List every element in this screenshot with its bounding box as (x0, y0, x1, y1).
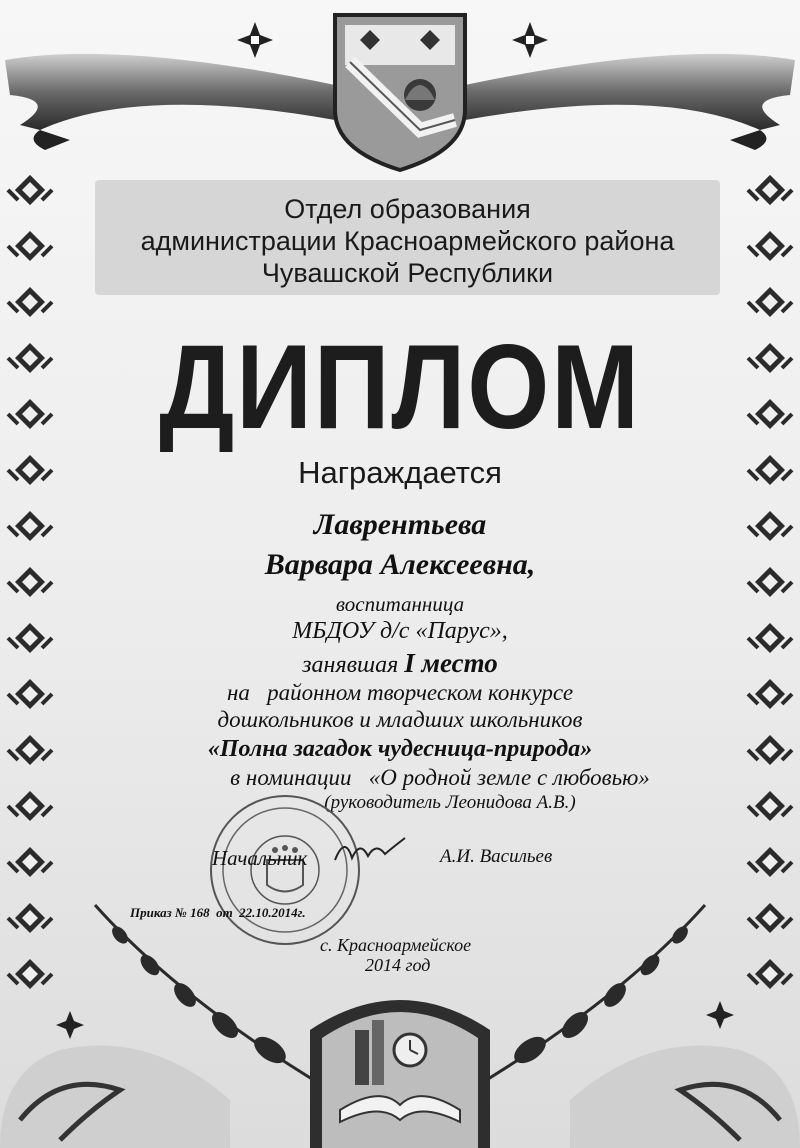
org-line-1: Отдел образования (284, 194, 531, 224)
coat-of-arms-icon (335, 15, 465, 170)
contest-name: «Полна загадок чудесница-природа» (207, 736, 593, 762)
organization-header (95, 180, 720, 295)
recipient-given-names: Варвара Алексеевна, (264, 548, 536, 581)
awarded-label: Награждается (298, 455, 502, 490)
award-place-line (0, 648, 800, 679)
diploma-title: ДИПЛОМ (159, 320, 641, 454)
award-place-prefix: занявшая (302, 652, 399, 678)
signature-title: Начальник (212, 846, 308, 870)
chuvash-star-icon (706, 1001, 734, 1029)
supervisor: (руководитель Леонидова А.В.) (324, 792, 576, 813)
recipient-institution: МБДОУ д/с «Парус», (292, 618, 508, 644)
header-banner (0, 0, 800, 180)
recipient-surname: Лаврентьева (313, 508, 487, 541)
left-ornament-border (0, 170, 60, 1010)
right-ornament-border (740, 170, 800, 1010)
handwritten-signature (330, 830, 410, 870)
issue-city: с. Красноармейское (320, 935, 472, 955)
order-reference: Приказ № 168 от 22.10.2014г. (130, 905, 306, 920)
award-place: I место (404, 648, 498, 678)
bottom-decoration (0, 890, 800, 1148)
contest-line-1: на районном творческом конкурсе (226, 680, 574, 705)
org-line-3: Чувашской Республики (261, 258, 554, 288)
recipient-role: воспитанница (335, 592, 465, 616)
org-line-2: администрации Красноармейского района (140, 226, 675, 256)
contest-line-2: дошкольников и младших школьников (217, 707, 583, 732)
chuvash-star-icon (512, 22, 548, 58)
issue-year: 2014 год (365, 955, 431, 975)
chuvash-star-icon (237, 22, 273, 58)
signature-name: А.И. Васильев (440, 846, 553, 867)
nomination: в номинации «О родной земле с любовью» (230, 765, 650, 790)
chuvash-star-icon (56, 1011, 84, 1039)
